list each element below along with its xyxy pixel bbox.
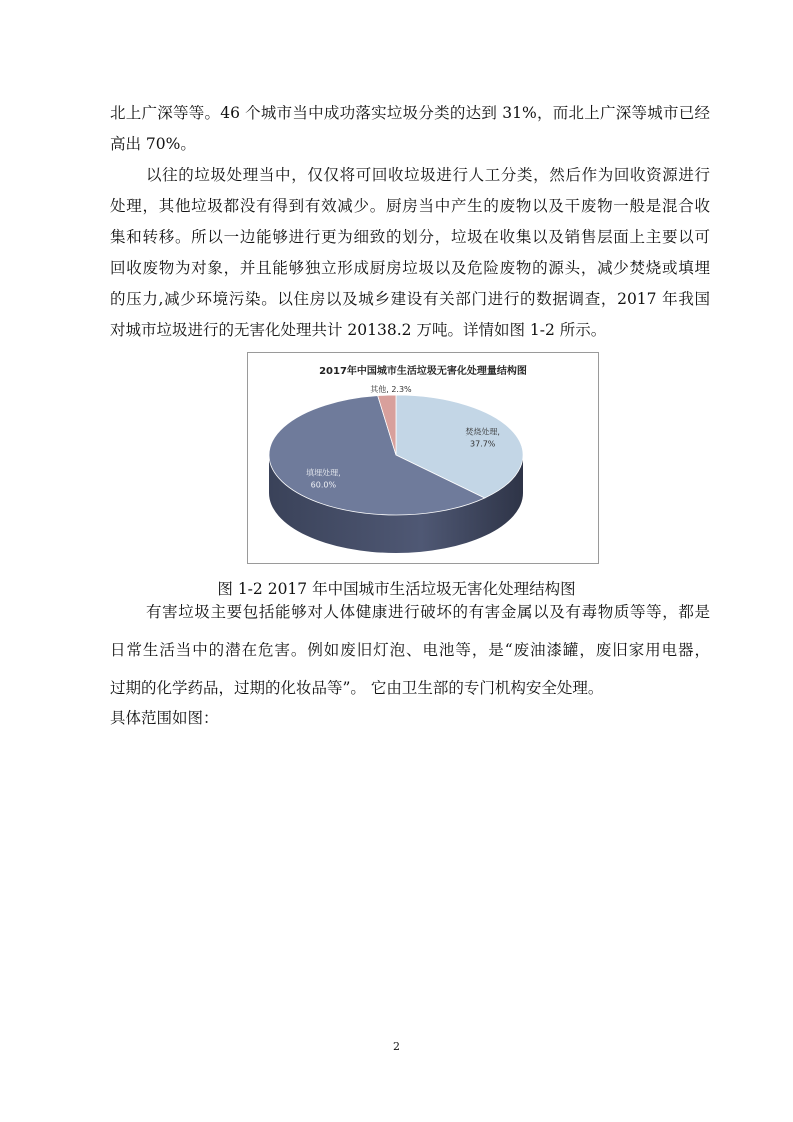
pie-label: 填埋处理, bbox=[306, 468, 341, 478]
paragraph-2-line-2: 处理，其他垃圾都没有得到有效减少。厨房当中产生的废物以及干废物一般是混合收 bbox=[110, 197, 710, 215]
pie-value-label: 60.0% bbox=[310, 480, 337, 490]
paragraph-2-line-4: 回收废物为对象，并且能够独立形成厨房垃圾以及危险废物的源头，减少焚烧或填埋 bbox=[110, 259, 710, 277]
paragraph-2-line-5: 的压力,减少环境污染。以住房以及城乡建设有关部门进行的数据调查，2017 年我国 bbox=[110, 290, 710, 308]
chart-title: 2017年中国城市生活垃圾无害化处理量结构图 bbox=[319, 366, 527, 377]
pie-top-slices bbox=[269, 395, 523, 515]
pie-label: 焚烧处理, bbox=[465, 427, 500, 437]
paragraph-2-line-3: 集和转移。所以一边能够进行更为细致的划分，垃圾在收集以及销售层面上主要以可 bbox=[110, 228, 710, 246]
paragraph-3-line-3: 过期的化学药品，过期的化妆品等”。 它由卫生部的专门机构安全处理。 bbox=[110, 679, 604, 697]
pie-chart-figure bbox=[247, 352, 599, 564]
paragraph-2-line-6: 对城市垃圾进行的无害化处理共计 20138.2 万吨。详情如图 1-2 所示。 bbox=[110, 321, 607, 339]
paragraph-3-line-2: 日常生活当中的潜在危害。例如废旧灯泡、电池等，是“废油漆罐，废旧家用电器， bbox=[110, 641, 710, 659]
page-number: 2 bbox=[393, 1040, 400, 1053]
figure-caption: 图 1-2 2017 年中国城市生活垃圾无害化处理结构图 bbox=[217, 580, 576, 598]
pie-value-label: 37.7% bbox=[469, 439, 496, 449]
pie-chart-svg bbox=[248, 353, 598, 563]
paragraph-4-line-1: 具体范围如图： bbox=[110, 709, 219, 727]
paragraph-3-line-1: 有害垃圾主要包括能够对人体健康进行破坏的有害金属以及有毒物质等等，都是 bbox=[146, 603, 710, 621]
paragraph-2-line-1: 以往的垃圾处理当中，仅仅将可回收垃圾进行人工分类，然后作为回收资源进行 bbox=[146, 166, 710, 184]
paragraph-1-line-1: 北上广深等等。46 个城市当中成功落实垃圾分类的达到 31%，而北上广深等城市已经 bbox=[110, 104, 710, 122]
paragraph-1-line-2: 高出 70%。 bbox=[110, 135, 196, 153]
pie-label: 其他, 2.3% bbox=[370, 385, 412, 395]
